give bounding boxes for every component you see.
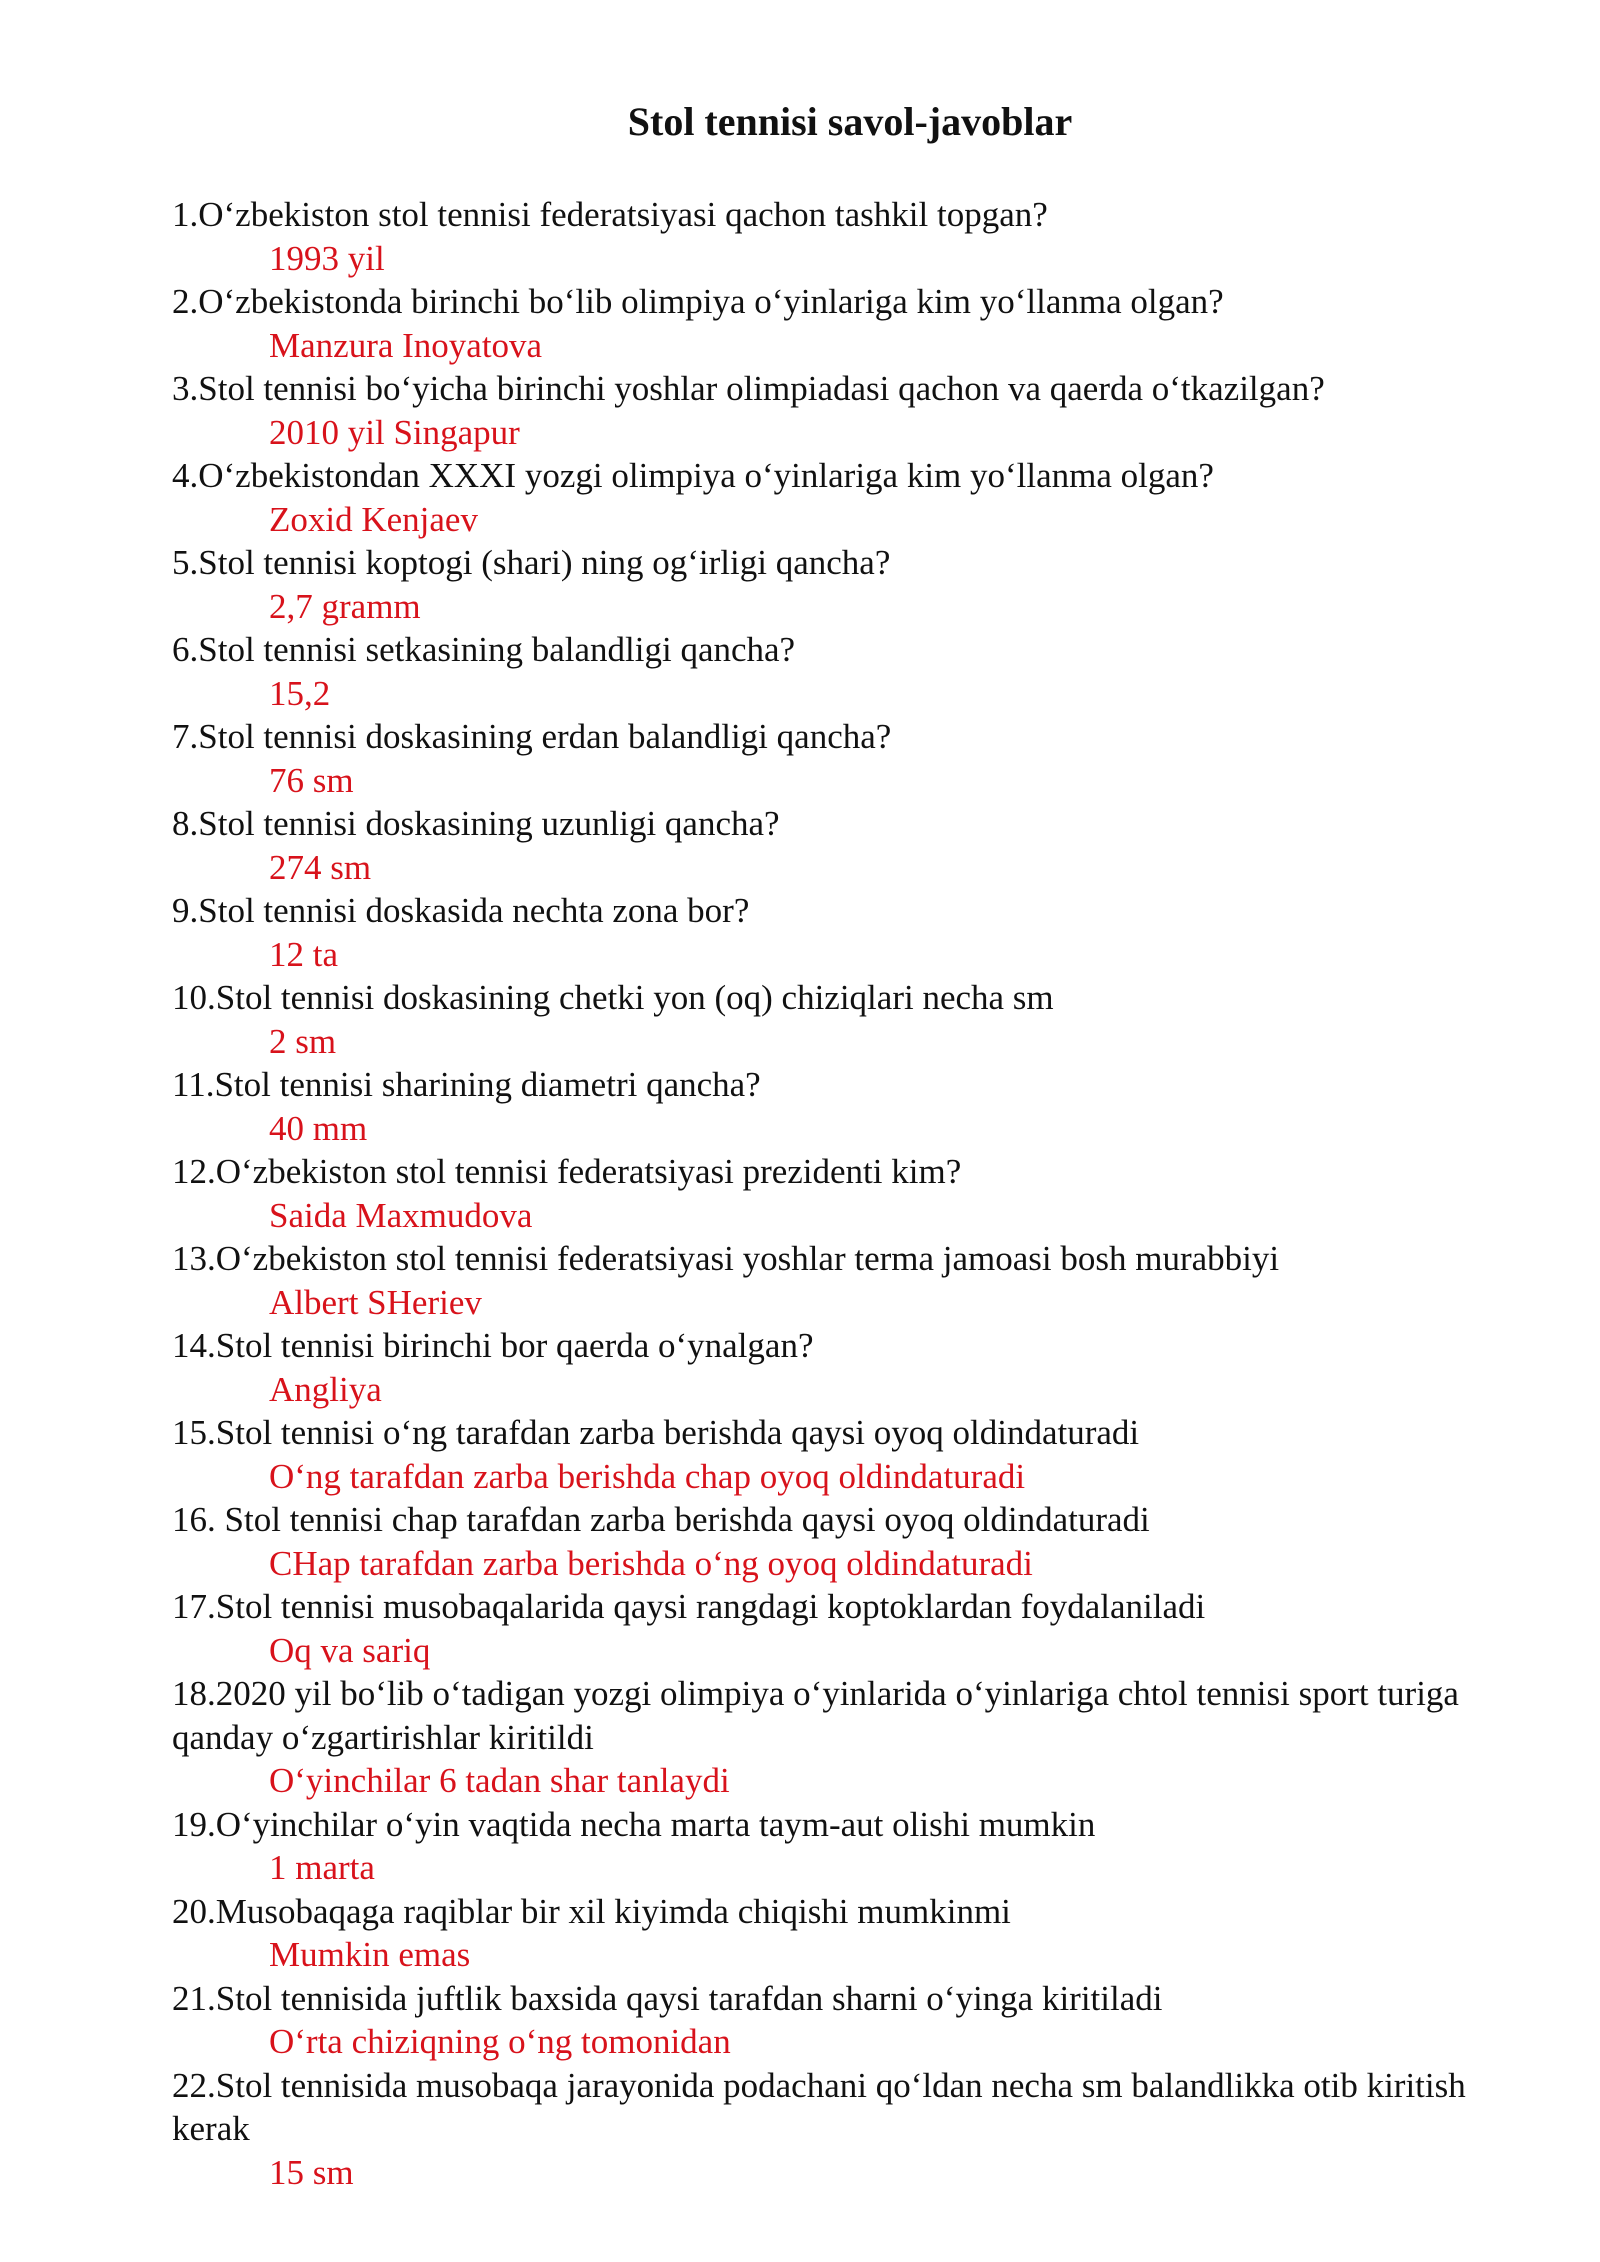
- answer-text: 15,2: [269, 673, 331, 713]
- answer-text: 1 marta: [269, 1848, 375, 1887]
- answer-text: 76 sm: [269, 760, 354, 800]
- question-text: 21.Stol tennisida juftlik baxsida qaysi tarafdan sharni o‘yinga kiritiladi: [172, 1978, 1163, 2018]
- answer-text: Manzura Inoyatova: [269, 325, 543, 365]
- qa-item: [172, 280, 1472, 367]
- answer-text: 2 sm: [269, 1021, 337, 1061]
- question-text: 3.Stol tennisi bo‘yicha birinchi yoshlar olimpiadasi qachon va qaerda o‘tkazilgan?: [172, 369, 1325, 408]
- qa-item: [172, 1150, 1472, 1237]
- qa-item: [172, 889, 1472, 976]
- qa-item: [172, 1977, 1472, 2064]
- qa-item: [172, 976, 1472, 1063]
- qa-item: [172, 1672, 1472, 1803]
- answer-text: 40 mm: [269, 1108, 368, 1148]
- qa-item: [172, 193, 1472, 280]
- question-text: 9.Stol tennisi doskasida nechta zona bor?: [172, 891, 750, 930]
- answer-text: 15 sm: [269, 2152, 354, 2192]
- question-text: 4.O‘zbekistondan XXXI yozgi olimpiya o‘yinlariga kim yo‘llanma olgan?: [172, 456, 1214, 495]
- qa-item: [172, 1498, 1472, 1585]
- answer-text: Angliya: [269, 1369, 382, 1409]
- qa-item: [172, 628, 1472, 715]
- question-text: 11.Stol tennisi sharining diametri qancha?: [172, 1065, 761, 1104]
- question-text: 18.2020 yil bo‘lib o‘tadigan yozgi olimpiya o‘yinlarida o‘yinlariga chtol tennisi sport turiga qanday o‘zgartirishlar kiritildi: [172, 1674, 1459, 1757]
- qa-item: [172, 1324, 1472, 1411]
- question-text: 5.Stol tennisi koptogi (shari) ning og‘irligi qancha?: [172, 543, 891, 582]
- qa-item: [172, 715, 1472, 802]
- question-text: 17.Stol tennisi musobaqalarida qaysi rangdagi koptoklardan foydalaniladi: [172, 1587, 1206, 1626]
- qa-item: [172, 1803, 1472, 1890]
- question-answer-list: [172, 193, 1472, 2194]
- question-text: 1.O‘zbekiston stol tennisi federatsiyasi qachon tashkil topgan?: [172, 195, 1048, 234]
- qa-item: [172, 1890, 1472, 1977]
- qa-item: [172, 1585, 1472, 1672]
- answer-text: Mumkin emas: [269, 1935, 471, 1974]
- question-text: 22.Stol tennisida musobaqa jarayonida podachani qo‘ldan necha sm balandlikka otib kiritish kerak: [172, 2065, 1466, 2148]
- qa-item: [172, 454, 1472, 541]
- question-text: 8.Stol tennisi doskasining uzunligi qancha?: [172, 804, 780, 843]
- answer-text: 2,7 gramm: [269, 586, 421, 626]
- question-text: 19.O‘yinchilar o‘yin vaqtida necha marta taym-aut olishi mumkin: [172, 1804, 1096, 1844]
- answer-text: Saida Maxmudova: [269, 1195, 533, 1235]
- question-text: 6.Stol tennisi setkasining balandligi qancha?: [172, 630, 796, 669]
- answer-text: O‘rta chiziqning o‘ng tomonidan: [269, 2022, 731, 2061]
- page-title: Stol tennisi savol-javoblar: [627, 99, 1073, 144]
- answer-text: O‘yinchilar 6 tadan shar tanlaydi: [269, 1761, 730, 1800]
- qa-item: [172, 802, 1472, 889]
- answer-text: Albert SHeriev: [269, 1282, 482, 1322]
- answer-text: Zoxid Kenjaev: [269, 499, 478, 539]
- qa-item: [172, 1237, 1472, 1324]
- question-text: 15.Stol tennisi o‘ng tarafdan zarba berishda qaysi oyoq oldindaturadi: [172, 1413, 1140, 1452]
- answer-text: O‘ng tarafdan zarba berishda chap oyoq oldindaturadi: [269, 1456, 1026, 1496]
- qa-item: [172, 367, 1472, 454]
- question-text: 16. Stol tennisi chap tarafdan zarba berishda qaysi oyoq oldindaturadi: [172, 1500, 1150, 1539]
- answer-text: 12 ta: [269, 934, 339, 974]
- question-text: 12.O‘zbekiston stol tennisi federatsiyasi prezidenti kim?: [172, 1152, 962, 1191]
- question-text: 20.Musobaqaga raqiblar bir xil kiyimda chiqishi mumkinmi: [172, 1891, 1011, 1931]
- question-text: 13.O‘zbekiston stol tennisi federatsiyasi yoshlar terma jamoasi bosh murabbiyi: [172, 1239, 1280, 1278]
- question-text: 2.O‘zbekistonda birinchi bo‘lib olimpiya o‘yinlariga kim yo‘llanma olgan?: [172, 282, 1224, 321]
- answer-text: 1993 yil: [269, 238, 385, 278]
- qa-item: [172, 1063, 1472, 1150]
- answer-text: Oq va sariq: [269, 1630, 431, 1670]
- answer-text: 2010 yil Singapur: [269, 412, 520, 452]
- qa-item: [172, 541, 1472, 628]
- question-text: 7.Stol tennisi doskasining erdan balandligi qancha?: [172, 717, 892, 756]
- question-text: 14.Stol tennisi birinchi bor qaerda o‘ynalgan?: [172, 1326, 814, 1365]
- question-text: 10.Stol tennisi doskasining chetki yon (oq) chiziqlari necha sm: [172, 978, 1054, 1017]
- answer-text: CHap tarafdan zarba berishda o‘ng oyoq oldindaturadi: [269, 1543, 1033, 1583]
- qa-item: [172, 1411, 1472, 1498]
- qa-item: [172, 2064, 1472, 2195]
- answer-text: 274 sm: [269, 847, 372, 887]
